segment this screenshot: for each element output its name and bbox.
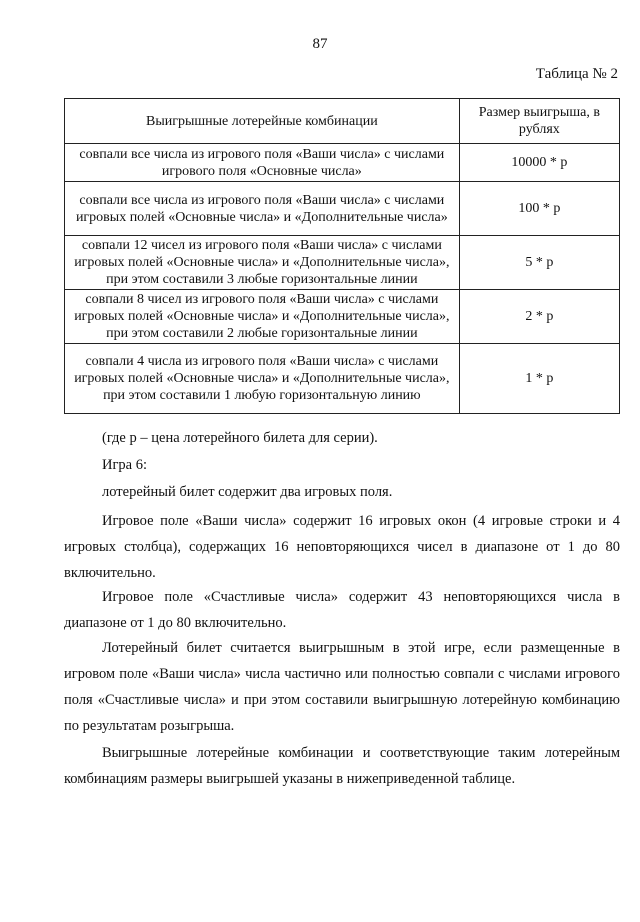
prize-cell: 10000 * р bbox=[459, 144, 619, 182]
table-row bbox=[65, 344, 620, 414]
game-title: Игра 6: bbox=[102, 457, 148, 473]
paragraph-lucky-numbers: Игровое поле «Счастливые числа» содержит 43 неповторяющихся числа в диапазоне от 1 до 80 включительно. bbox=[64, 589, 620, 631]
table-row bbox=[65, 182, 620, 236]
combination-cell: совпали 8 чисел из игрового поля «Ваши числа» с числами игровых полей «Основные числа» и «Дополнительные числа», при этом составили 2 любые горизонтальные линии bbox=[65, 290, 460, 344]
prize-cell: 5 * р bbox=[459, 236, 619, 290]
combination-cell: совпали 4 числа из игрового поля «Ваши числа» с числами игровых полей «Основные числа» и «Дополнительные числа», при этом составили 1 любую горизонтальную линию bbox=[65, 344, 460, 414]
prize-cell: 100 * р bbox=[459, 182, 619, 236]
table-header-row bbox=[65, 99, 620, 144]
header-combinations: Выигрышные лотерейные комбинации bbox=[65, 99, 460, 144]
price-note: (где р – цена лотерейного билета для серии). bbox=[102, 430, 378, 446]
page-number: 87 bbox=[312, 36, 328, 52]
header-prize: Размер выигрыша, в рублях bbox=[459, 99, 619, 144]
combination-cell: совпали все числа из игрового поля «Ваши числа» с числами игрового поля «Основные числа» bbox=[65, 144, 460, 182]
table-label: Таблица № 2 bbox=[535, 66, 618, 82]
paragraph-prize-reference: Выигрышные лотерейные комбинации и соответствующие таким лотерейным комбинациям размеры выигрышей указаны в нижеприведенной таблице. bbox=[64, 745, 620, 787]
paragraph-winning-condition: Лотерейный билет считается выигрышным в этой игре, если размещенные в игровом поле «Ваши числа» числа частично или полностью совпали с числами игрового поля «Счастливые числа» и при этом составили выигрышную лотерейную комбинацию по результатам розыгрыша. bbox=[64, 640, 620, 734]
paragraph-your-numbers: Игровое поле «Ваши числа» содержит 16 игровых окон (4 игровые строки и 4 игровых столбца), содержащих 16 неповторяющихся чисел в диапазоне от 1 до 80 включительно. bbox=[64, 513, 620, 581]
table-row bbox=[65, 236, 620, 290]
prize-table bbox=[64, 98, 620, 414]
prize-cell: 1 * р bbox=[459, 344, 619, 414]
combination-cell: совпали все числа из игрового поля «Ваши числа» с числами игровых полей «Основные числа» и «Дополнительные числа» bbox=[65, 182, 460, 236]
combination-cell: совпали 12 чисел из игрового поля «Ваши числа» с числами игровых полей «Основные числа» и «Дополнительные числа», при этом составили 3 любые горизонтальные линии bbox=[65, 236, 460, 290]
prize-cell: 2 * р bbox=[459, 290, 619, 344]
paragraph-tickets: лотерейный билет содержит два игровых поля. bbox=[102, 484, 393, 500]
table-row bbox=[65, 144, 620, 182]
table-row bbox=[65, 290, 620, 344]
